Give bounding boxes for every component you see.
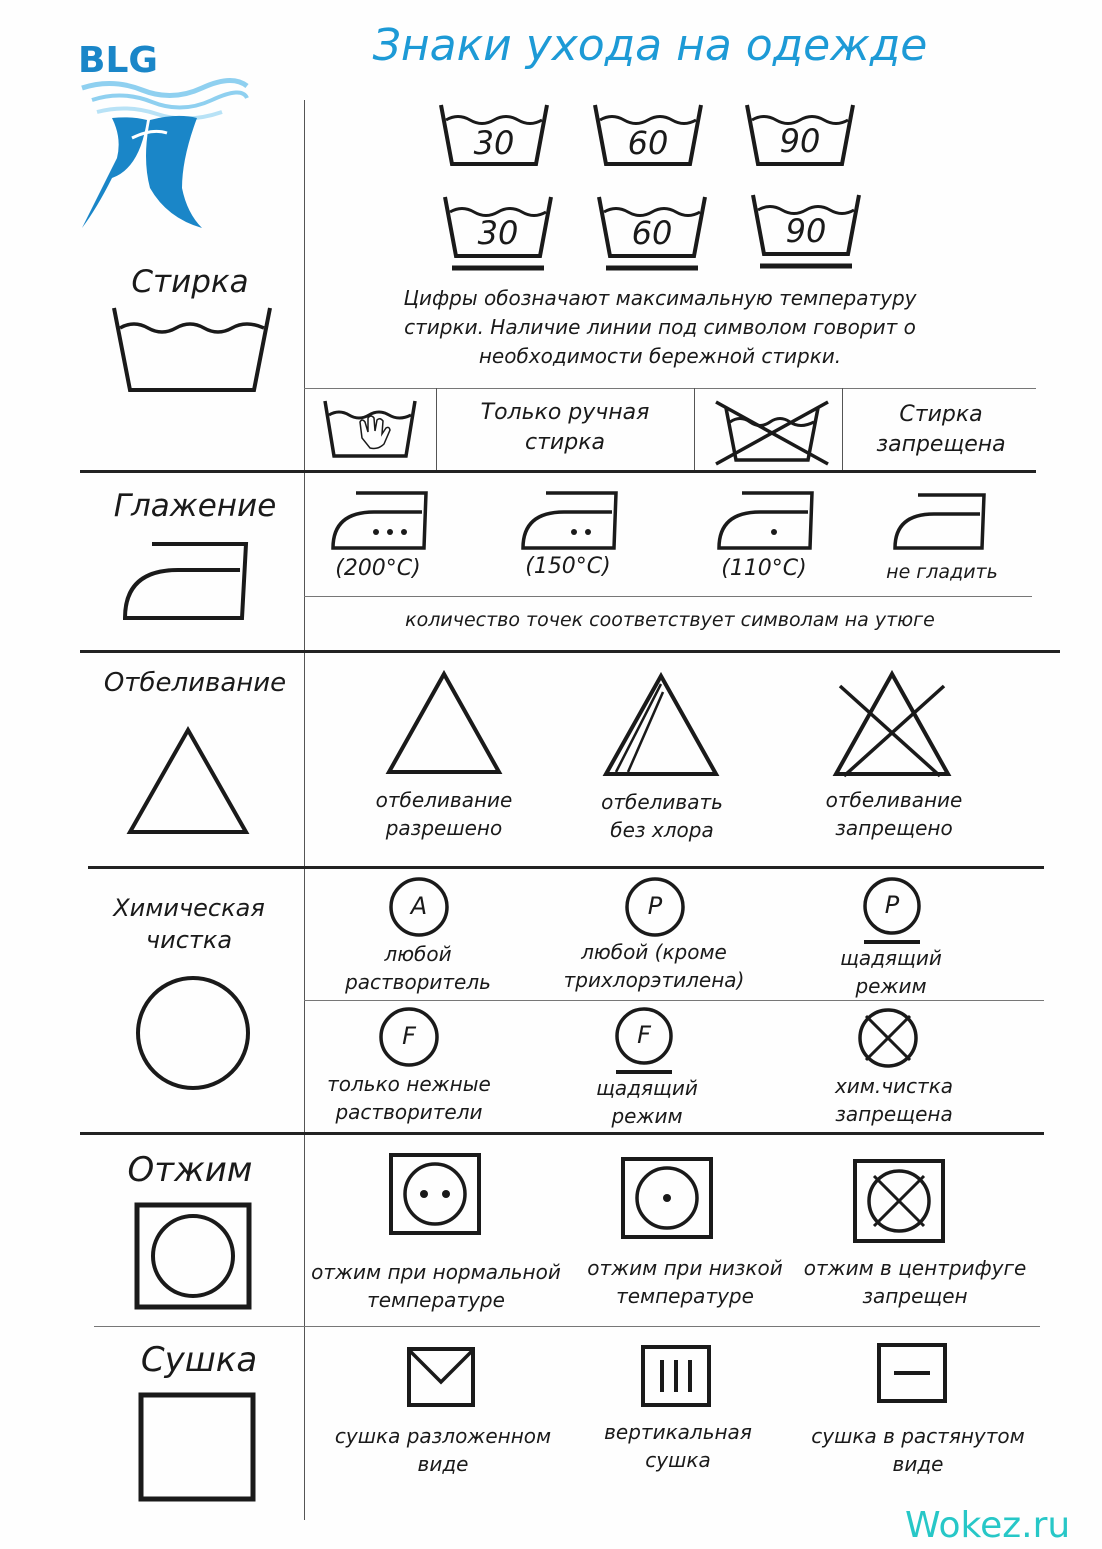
iron-no-dots-icon bbox=[892, 492, 988, 552]
dryclean-forbidden-line-1: хим.чистка bbox=[834, 1074, 954, 1098]
dryclean-delicate-line-2: растворители bbox=[335, 1100, 483, 1124]
bleach-forbidden-line-2: запрещено bbox=[835, 816, 953, 840]
no-wash-line-2: запрещена bbox=[876, 432, 1006, 457]
wash-temp-60: 60 bbox=[627, 124, 669, 162]
spin-forbidden-line-2: запрещен bbox=[862, 1284, 968, 1308]
bleach-no-chlorine-icon bbox=[602, 672, 720, 778]
spin-low-line-2: температуре bbox=[616, 1284, 754, 1308]
no-ironing-label: не гладить bbox=[886, 561, 998, 583]
iron-150-label: (150°C) bbox=[525, 554, 611, 579]
spin-normal-line-2: температуре bbox=[367, 1288, 505, 1312]
iron-three-dots-icon bbox=[330, 490, 430, 552]
dryclean-f-gentle-line-1: щадящий bbox=[596, 1076, 698, 1100]
bleach-allowed-line-1: отбеливание bbox=[375, 788, 513, 812]
spin-normal-icon bbox=[388, 1152, 482, 1236]
spin-low-icon bbox=[620, 1156, 714, 1240]
iron-110-label: (110°C) bbox=[721, 556, 807, 581]
category-dryclean-label-line-1: Химическая bbox=[113, 894, 265, 922]
dry-flat-line-1: сушка разложенном bbox=[334, 1424, 552, 1448]
dryclean-p-letter: P bbox=[647, 892, 663, 920]
category-ironing-label: Глажение bbox=[113, 488, 277, 524]
divider-iron-note bbox=[304, 596, 1032, 597]
category-bleaching-label: Отбеливание bbox=[103, 668, 287, 698]
wash-gentle-temp-90: 90 bbox=[785, 212, 827, 250]
dryclean-any-line-2: растворитель bbox=[345, 970, 491, 994]
dry-flat-line-2: виде bbox=[417, 1452, 469, 1476]
dryclean-p-gentle-line-1: щадящий bbox=[840, 946, 942, 970]
dry-stretched-icon bbox=[876, 1342, 948, 1404]
wash-note-line-2: стирки. Наличие линии под символом говорит о bbox=[404, 315, 916, 339]
dryclean-f-gentle-letter: F bbox=[637, 1021, 651, 1049]
spin-forbidden-line-1: отжим в центрифуге bbox=[803, 1256, 1027, 1280]
dryclean-any-line-1: любой bbox=[384, 942, 452, 966]
page-title: Знаки ухода на одежде bbox=[372, 20, 928, 71]
iron-icon bbox=[122, 540, 250, 622]
logo-text: BLG bbox=[78, 40, 158, 81]
divider-dryclean-spin bbox=[80, 1132, 1044, 1135]
cell-divider bbox=[694, 388, 695, 470]
dry-vertical-line-1: вертикальная bbox=[604, 1420, 752, 1444]
divider-wash-note bbox=[304, 388, 1036, 389]
dryclean-a-letter: A bbox=[410, 892, 428, 920]
dryclean-except-line-1: любой (кроме bbox=[581, 940, 727, 964]
iron-two-dots-icon bbox=[520, 490, 620, 552]
no-wash-line-1: Стирка bbox=[899, 402, 983, 427]
divider-dryclean-rows bbox=[304, 1000, 1044, 1001]
dryclean-except-line-2: трихлорэтилена) bbox=[563, 968, 745, 992]
hand-wash-line-2: стирка bbox=[525, 430, 605, 455]
dryclean-p-gentle-letter: P bbox=[884, 891, 900, 919]
category-dryclean-label-line-2: чистка bbox=[145, 926, 233, 954]
bleach-forbidden-line-1: отбеливание bbox=[825, 788, 963, 812]
dryclean-p-gentle-line-2: режим bbox=[855, 974, 927, 998]
bleach-forbidden-icon bbox=[830, 668, 954, 780]
dry-stretched-line-2: виде bbox=[892, 1452, 944, 1476]
divider-bleaching-dryclean bbox=[88, 866, 1044, 869]
wash-gentle-temp-60: 60 bbox=[631, 214, 673, 252]
dryclean-forbidden-line-2: запрещена bbox=[835, 1102, 953, 1126]
iron-200-label: (200°C) bbox=[335, 556, 421, 581]
spin-forbidden-icon bbox=[852, 1158, 946, 1244]
cell-divider bbox=[842, 388, 843, 470]
category-drying-label: Сушка bbox=[140, 1340, 258, 1380]
drying-square-icon bbox=[138, 1392, 256, 1502]
logo-wave-icon bbox=[72, 38, 252, 238]
dry-vertical-icon bbox=[640, 1344, 712, 1408]
spin-square-icon bbox=[134, 1202, 252, 1310]
wash-temp-30: 30 bbox=[473, 124, 515, 162]
cell-divider bbox=[436, 388, 437, 470]
bleach-allowed-line-2: разрешено bbox=[385, 816, 503, 840]
wash-temp-90: 90 bbox=[779, 122, 821, 160]
logo bbox=[72, 38, 252, 238]
dry-vertical-line-2: сушка bbox=[645, 1448, 711, 1472]
hand-wash-line-1: Только ручная bbox=[480, 400, 650, 425]
column-divider bbox=[304, 100, 305, 1520]
divider-ironing-bleaching bbox=[80, 650, 1060, 653]
divider-washing-ironing bbox=[80, 470, 1036, 473]
wash-gentle-temp-30: 30 bbox=[477, 214, 519, 252]
dryclean-f-gentle-line-2: режим bbox=[611, 1104, 683, 1128]
wash-tub-icon bbox=[110, 304, 274, 394]
dry-flat-icon bbox=[406, 1346, 476, 1408]
wash-note-line-3: необходимости бережной стирки. bbox=[478, 344, 842, 368]
bleach-triangle-icon bbox=[126, 726, 250, 836]
dryclean-delicate-line-1: только нежные bbox=[327, 1072, 491, 1096]
no-wash-icon bbox=[712, 400, 832, 466]
iron-one-dot-icon bbox=[716, 490, 816, 552]
wash-note-line-1: Цифры обозначают максимальную температуру bbox=[403, 286, 917, 310]
category-spin-label: Отжим bbox=[127, 1150, 253, 1190]
bleach-no-chlorine-line-2: без хлора bbox=[610, 818, 714, 842]
bleach-allowed-icon bbox=[385, 670, 503, 776]
spin-normal-line-1: отжим при нормальной bbox=[311, 1260, 561, 1284]
dryclean-f-letter: F bbox=[402, 1022, 416, 1050]
ironing-note: количество точек соответствует символам на утюге bbox=[405, 609, 935, 631]
spin-low-line-1: отжим при низкой bbox=[587, 1256, 783, 1280]
dry-stretched-line-1: сушка в растянутом bbox=[811, 1424, 1025, 1448]
hand-wash-icon bbox=[322, 398, 418, 460]
dryclean-circle-icon bbox=[134, 974, 252, 1092]
category-washing-label: Стирка bbox=[131, 264, 249, 300]
bleach-no-chlorine-line-1: отбеливать bbox=[601, 790, 723, 814]
dryclean-forbidden-icon bbox=[856, 1006, 920, 1070]
divider-spin-drying bbox=[94, 1326, 1040, 1327]
watermark: Wokez.ru bbox=[905, 1505, 1071, 1546]
